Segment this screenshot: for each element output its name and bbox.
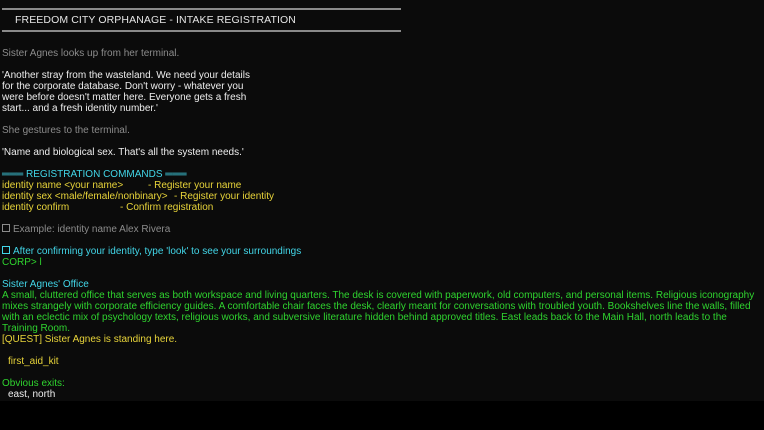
example-hint <box>2 224 170 235</box>
checkbox-glyph-icon <box>2 246 10 254</box>
after-confirm-text: After confirming your identity, type 'look' to see your surroundings <box>13 246 302 257</box>
command-text: identity confirm <box>2 202 70 213</box>
example-text: Example: identity name Alex Rivera <box>13 224 171 235</box>
header-rule-bottom <box>2 30 401 32</box>
dialogue-line: were before doesn't matter here. Everyone gets a fresh <box>2 92 247 103</box>
command-row-confirm <box>2 202 214 213</box>
registration-heading: ═══ REGISTRATION COMMANDS ═══ <box>2 169 187 180</box>
dialogue-line: for the corporate database. Don't worry - whatever you <box>2 81 244 92</box>
command-row-name <box>2 180 242 191</box>
after-confirm-hint <box>2 246 301 257</box>
room-item: first_aid_kit <box>8 356 59 367</box>
quest-npc-line: [QUEST] Sister Agnes is standing here. <box>2 334 178 345</box>
command-text: identity name <your name> <box>2 180 124 191</box>
command-row-sex <box>2 191 275 202</box>
room-description: A small, cluttered office that serves as both workspace and living quarters. The desk is covered with paperwork, old computers, and personal items. Religious iconography mixes strangely with corporate efficiency guides. A comfortable chair faces the desk, clearly meant for conversations with troubled youth. Bookshelves line the walls, filled with an eclectic mix of psychology texts, religious works, and subversive literature hidden behind approved titles. East leads back to the Main Hall, north leads to the Training Room. <box>2 290 755 334</box>
bottom-bar <box>0 401 764 430</box>
exits-label: Obvious exits: <box>2 378 65 389</box>
narration-intro: Sister Agnes looks up from her terminal. <box>2 48 180 59</box>
page-title: FREEDOM CITY ORPHANAGE - INTAKE REGISTRATION <box>15 14 296 26</box>
checkbox-glyph-icon <box>2 224 10 232</box>
narration-gesture: She gestures to the terminal. <box>2 125 130 136</box>
command-text: identity sex <male/female/nonbinary> <box>2 191 168 202</box>
dialogue-line: 'Another stray from the wasteland. We need your details <box>2 70 250 81</box>
command-prompt[interactable]: CORP> l <box>2 257 42 268</box>
dialogue-block-1 <box>2 70 250 114</box>
command-description: - Register your identity <box>174 191 275 202</box>
dialogue-line-2: 'Name and biological sex. That's all the system needs.' <box>2 147 244 158</box>
command-description: - Confirm registration <box>120 202 214 213</box>
header-rule-top <box>2 8 401 10</box>
dialogue-line: start... and a fresh identity number.' <box>2 103 158 114</box>
exits-list: east, north <box>8 389 56 400</box>
room-title: Sister Agnes' Office <box>2 279 89 290</box>
registration-commands <box>2 180 275 213</box>
command-description: - Register your name <box>148 180 242 191</box>
